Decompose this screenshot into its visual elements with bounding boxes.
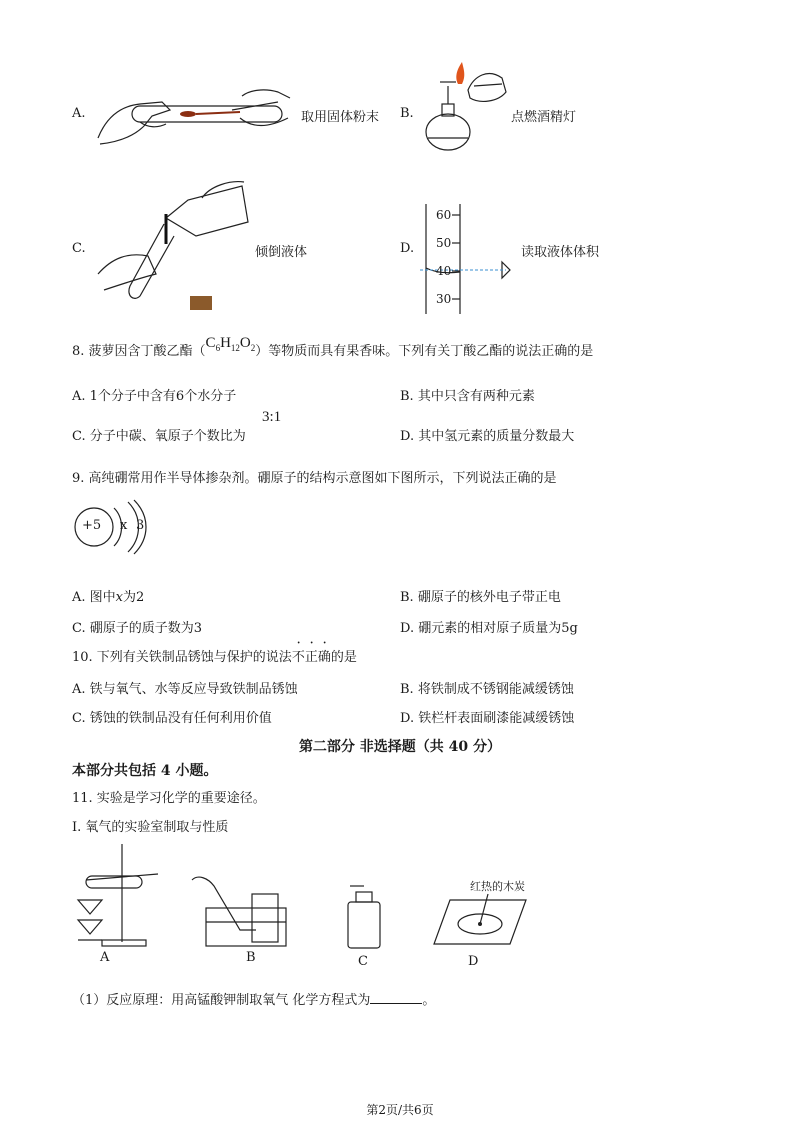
question-11-subsection-1: I. 氧气的实验室制取与性质 <box>72 820 229 835</box>
formula-o: O <box>239 335 251 351</box>
alcohol-lamp-figure <box>418 62 508 158</box>
q10-emphasis-2: 正 <box>304 650 318 665</box>
question-8-stem <box>72 335 594 361</box>
question-11-stem: 11. 实验是学习化学的重要途径。 <box>72 791 266 806</box>
q9-option-c: C. 硼原子的质子数为3 <box>72 621 203 636</box>
answer-blank[interactable] <box>370 991 422 1004</box>
q8-option-b: B. 其中只含有两种元素 <box>400 389 535 404</box>
q10-stem-post: 的是 <box>330 650 357 665</box>
apparatus-c-label: C <box>358 954 368 969</box>
powder-spatula-figure <box>92 88 302 150</box>
q10-option-a: A. 铁与氧气、水等反应导致铁制品锈蚀 <box>72 682 298 697</box>
chemical-formula <box>206 335 256 351</box>
option-c-label: C. <box>72 241 86 256</box>
pour-liquid-figure <box>92 178 252 314</box>
question-11-part-1-text: （1）反应原理：用高锰酸钾制取氧气 化学方程式为 <box>72 993 371 1008</box>
option-a-label: A. <box>72 106 86 121</box>
q10-emphasis-3: 确 <box>317 650 331 665</box>
apparatus-d-label: D <box>468 954 479 969</box>
shell-1-electrons: x <box>120 518 128 533</box>
option-b-caption: 点燃酒精灯 <box>511 110 577 125</box>
q8-option-c: C. 分子中碳、氧原子个数比为 <box>72 429 246 444</box>
tick-label-60: 60 <box>436 208 452 222</box>
q9-option-a-post: 为2 <box>123 590 145 605</box>
q10-option-d: D. 铁栏杆表面刷漆能减缓锈蚀 <box>400 711 575 726</box>
tick-label-40: 40 <box>436 264 452 278</box>
formula-c-count: 6 <box>215 343 221 353</box>
tick-label-50: 50 <box>436 236 452 250</box>
apparatus-a-figure <box>72 842 168 952</box>
apparatus-b-label: B <box>246 950 256 965</box>
q10-stem-pre: 10. 下列有关铁制品锈蚀与保护的说法 <box>72 650 292 665</box>
q9-option-a-var: x <box>115 590 123 605</box>
apparatus-d-caption: 红热的木炭 <box>470 880 525 893</box>
apparatus-d-figure <box>432 894 532 950</box>
q9-option-d: D. 硼元素的相对原子质量为5g <box>400 621 578 636</box>
q9-option-a <box>72 586 144 605</box>
question-10-stem <box>72 646 357 665</box>
question-11-part-1 <box>72 989 435 1008</box>
question-9-stem: 9. 高纯硼常用作半导体掺杂剂。硼原子的结构示意图如下图所示，下列说法正确的是 <box>72 471 557 486</box>
tick-label-30: 30 <box>436 292 452 306</box>
shell-2-electrons: 3 <box>136 518 145 533</box>
option-d-caption: 读取液体体积 <box>521 245 600 260</box>
question-8-stem-post: ）等物质而具有果香味。下列有关丁酸乙酯的说法正确的是 <box>255 344 594 359</box>
graduated-cylinder-figure <box>420 200 520 316</box>
q8-ratio: 3:1 <box>262 409 282 425</box>
q8-option-a: A. 1个分子中含有6个水分子 <box>72 389 237 404</box>
page-footer: 第2页/共6页 <box>366 1103 434 1117</box>
apparatus-b-figure <box>192 874 292 950</box>
formula-o-count: 2 <box>250 343 256 353</box>
formula-c: C <box>205 335 216 351</box>
apparatus-a-label: A <box>100 950 110 965</box>
formula-h-count: 12 <box>230 343 240 353</box>
option-c-caption: 倾倒液体 <box>255 245 308 260</box>
nucleus-charge: +5 <box>82 518 102 533</box>
q10-emphasis-1: 不 <box>291 650 305 665</box>
option-b-label: B. <box>400 106 414 121</box>
formula-h: H <box>220 335 231 351</box>
part-2-note: 本部分共包括 4 小题。 <box>72 763 218 779</box>
q10-option-c: C. 锈蚀的铁制品没有任何利用价值 <box>72 711 272 726</box>
option-d-label: D. <box>400 241 415 256</box>
apparatus-c-figure <box>342 884 386 950</box>
q8-option-d: D. 其中氢元素的质量分数最大 <box>400 429 575 444</box>
q10-option-b: B. 将铁制成不锈钢能减缓锈蚀 <box>400 682 574 697</box>
option-a-caption: 取用固体粉末 <box>301 110 380 125</box>
q9-option-a-pre: A. 图中 <box>72 590 116 605</box>
part-2-title: 第二部分 非选择题（共 40 分） <box>298 739 502 755</box>
question-11-part-1-end: 。 <box>422 993 436 1008</box>
question-8-stem-pre: 8. 菠萝因含丁酸乙酯（ <box>72 344 206 359</box>
q9-option-b: B. 硼原子的核外电子带正电 <box>400 590 561 605</box>
